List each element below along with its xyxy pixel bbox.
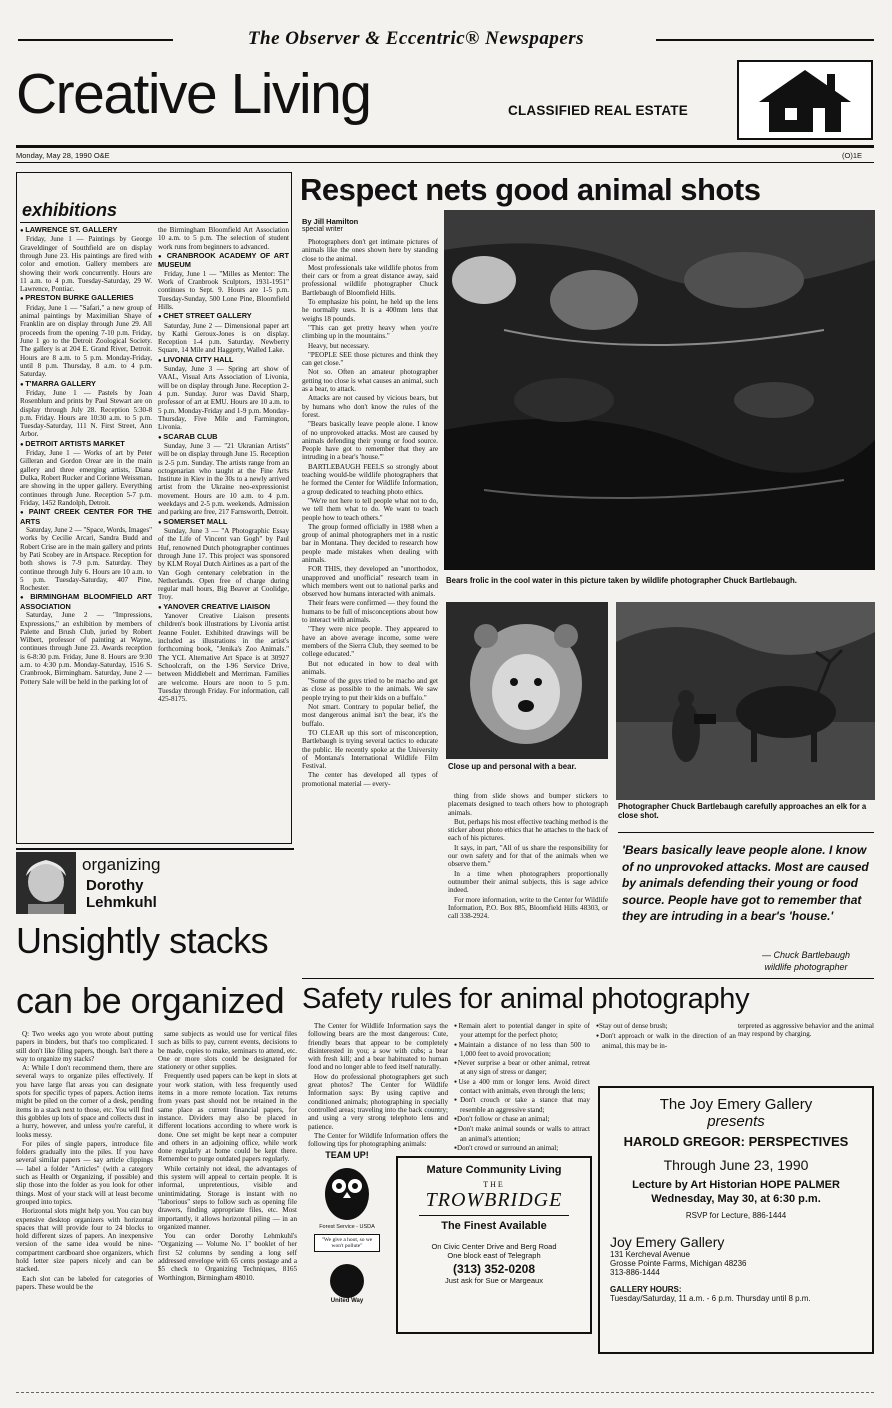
- united-way-label: United Way: [330, 1298, 364, 1304]
- byline: By Jill Hamilton: [302, 217, 359, 226]
- exhibition-venue: ● CHET STREET GALLERY: [158, 312, 289, 321]
- article-paragraph: Frequently used papers can be kept in slots at your work station, with less frequently used items in a more remote location. Tax returns from years past should not be retained in the same place as current financial papers, for instance. Dividers may also be placed in different locations according to where work is done. One set might be kept near a computer and others in an adjoining office, while work done regularly at home could be kept there. Remember to purge outdated papers regularly.: [158, 1072, 297, 1164]
- exhibition-listing: [158, 252, 289, 311]
- trowbridge-ad: [396, 1156, 592, 1334]
- exhibition-listing: [158, 518, 289, 602]
- respect-headline: Respect nets good animal shots: [300, 172, 761, 207]
- exhibition-venue: ● PRESTON BURKE GALLERIES: [20, 294, 152, 303]
- exhibitions-column-1: [20, 226, 152, 841]
- trowbridge-location-1: On Civic Center Drive and Berg Road: [431, 1242, 557, 1251]
- safety-rule: ● Maintain a distance of no less than 500 to 1,000 feet to avoid provocation;: [454, 1041, 590, 1059]
- safety-rule: ● Don't follow or chase an animal;: [454, 1115, 590, 1124]
- safety-rules-continued: terpreted as aggressive behavior and the animal may respond by charging.: [738, 1022, 874, 1039]
- exhibition-venue: ● LAWRENCE ST. GALLERY: [20, 226, 152, 235]
- exhibition-listing: [20, 508, 152, 592]
- exhibition-venue: ● SOMERSET MALL: [158, 518, 289, 527]
- article-paragraph: Heavy, but necessary.: [308, 341, 370, 350]
- article-paragraph: To emphasize his point, he held up the lens he normally uses. It is a 400mm lens that weighs 18 pounds.: [302, 298, 438, 323]
- exhibition-listing: [158, 603, 289, 704]
- safety-rule: ● Don't crouch or take a stance that may resemble an aggressive stand;: [454, 1096, 590, 1114]
- exhibition-description: Yanover Creative Liaison presents children's book illustrations by Livonia artist Jeanne Foulet. Exhibited drawings will be included as illustrations in the artist's forthcoming book, "Jenika's Zoo Animals." The YCL Alternative Art Space is at 30927 Schoolcraft, on the I-96 Service Drive, between Middlebelt and Merriman. Families are welcome. Hours are noon to 5 p.m. Tuesday through Friday. For information, call 425-8175.: [158, 612, 289, 704]
- article-paragraph: BARTLEBAUGH FEELS so strongly about teaching would-be wildlife photographers that he formed the Center for Wildlife Information, a group dedicated to teaching photo ethics.: [302, 462, 438, 496]
- byline-role: special writer: [302, 226, 343, 233]
- exhibition-description: Friday, June 1 — "Milles as Mentor: The Work of Cranbrook Sculptors, 1931-1951" continues to Sept. 9. Hours are 1-5 p.m. Tuesday-Sunday, 500 Lone Pine, Bloomfield Hills.: [158, 269, 289, 311]
- safety-rule: ● Remain alert to potential danger in spite of your attempt for the perfect photo;: [454, 1022, 590, 1040]
- bear-closeup-photo: [446, 602, 608, 759]
- article-paragraph: Photographers don't get intimate pictures of animals like the ones shown here by standing close to the animal.: [302, 238, 438, 263]
- article-paragraph: You can order Dorothy Lehmkuhl's "Organizing — Volume No. 1" booklet of her first 52 columns by sending a long self addressed envelope with 65 cents postage and a $5 check to Organizing Techniques, 8165 Worthington, Birmingham 48010.: [158, 1232, 297, 1282]
- paper-nameplate: The Observer & Eccentric® Newspapers: [247, 28, 585, 49]
- article-paragraph: Horizontal slots might help you. You can buy expensive desktop organizers with horizontal spaces that will provide four to 24 blocks to hold different sizes of papers. An inexpensive version of the same idea would be nine-compartment cardboard shoe organizers, which hold letter size papers nicely and can be stacked.: [16, 1207, 153, 1274]
- exhibition-venue: ● SCARAB CLUB: [158, 433, 289, 442]
- exhibition-description: Sunday, June 3 — "A Photographic Essay of the Life of Vincent van Gogh" by Paul Huf, renowned Dutch photographer continues through June 17. This project was sponsored by KLM Royal Dutch Airlines as a part of the Van Gogh centenary celebration in the Netherlands. Open free of charge during regular mall hours, Big Beaver at Coolidge, Troy.: [158, 527, 289, 602]
- exhibition-listing: [20, 593, 152, 685]
- organizing-tag: organizing: [82, 855, 161, 874]
- united-way-logo: [330, 1264, 364, 1298]
- gallery-lecture: Lecture by Art Historian HOPE PALMER: [632, 1179, 840, 1191]
- article-paragraph: While certainly not ideal, the advantages of this system will appeal to certain people. It is informal, unpretentious, visible and unintimidating. Storage is instant with no "laborious" steps to follow such as opening file drawers, finding appropriate files, etc. Most importantly, it allows horizontal piling — in an organized manner.: [158, 1164, 297, 1231]
- safety-rule: ● Don't make animal sounds or walls to attract an animal's attention;: [454, 1125, 590, 1143]
- trowbridge-tagline: The Finest Available: [441, 1220, 547, 1232]
- article-paragraph: Not so. Often an amateur photographer getting too close is what causes an animal, such as a bear, to attack.: [302, 368, 438, 394]
- teamup-ad: [314, 1150, 380, 1360]
- article-paragraph: But, perhaps his most effective teaching method is the sticker about photo ethics that he attaches to the back of each of his pictures.: [448, 817, 608, 843]
- bears-photo: [444, 210, 875, 570]
- exhibition-listing: [158, 312, 289, 355]
- exhibition-description: Saturday, June 2 — "Space, Words, Images" works by Cecilie Arcari, Sandra Budd and Robert Crise are in the main gallery and prints by Pati Scobey are in Artspace. Reception for both shows is 7-9 p.m. Saturday. They continue through July 6. Hours are 10 a.m. to 5 p.m. Tuesday-Saturday, 407 Pine, Rochester.: [20, 526, 152, 593]
- exhibition-listing: [20, 440, 152, 507]
- section-title: Creative Living: [16, 62, 371, 126]
- exhibition-venue: ● T'MARRA GALLERY: [20, 380, 152, 389]
- gallery-phone: 313-886-1444: [610, 1268, 660, 1277]
- safety-rules-1: [454, 1022, 590, 1172]
- gallery-hours-label: GALLERY HOURS:: [610, 1285, 682, 1294]
- bear-closeup-caption: Close up and personal with a bear.: [448, 762, 577, 771]
- exhibition-description: Friday, June 1 — Paintings by George Graveldinger of Southfield are on display through June 23. His paintings are fired with color and emotion. Gallery members are showing their work concurrently. Hours are 11 a.m. to 4 p.m. Tuesday-Saturday, 29 W. Lawrence, Pontiac.: [20, 235, 152, 294]
- trowbridge-phone: (313) 352-0208: [452, 1262, 536, 1276]
- article-paragraph: "This can get pretty heavy when you're climbing up in the mountains.": [302, 323, 438, 341]
- article-paragraph: The group formed officially in 1988 when a group of animal photographers met in a rustic bar in Montana. They decided to research how people made mistakes when dealing with animals.: [302, 522, 438, 564]
- exhibition-venue: ● CRANBROOK ACADEMY OF ART MUSEUM: [158, 252, 289, 270]
- article-paragraph: TO CLEAR up this sort of misconception, Bartlebaugh is trying several tactics to educate the public. He recently spoke at the University of Montana's International Wildlife Film Festival.: [302, 728, 438, 771]
- exhibition-venue: ● LIVONIA CITY HALL: [158, 356, 289, 365]
- teamup-agency: Forest Service - USDA: [319, 1224, 375, 1230]
- article-paragraph: In a time when photographers proportionally outnumber their animal subjects, this is sage advice indeed.: [448, 869, 608, 895]
- gallery-dates: Through June 23, 1990: [663, 1157, 809, 1173]
- article-paragraph: thing from slide shows and bumper stickers to placemats designed to teach others how to photograph animals.: [448, 792, 608, 817]
- article-paragraph: Most professionals take wildlife photos from their cars or from a great distance away, said professional wildlife photographer Chuck Bartlebaugh of Bloomfield Hills.: [302, 263, 438, 297]
- pull-quote-attribution: — Chuck Bartlebaugh: [761, 950, 851, 960]
- author-portrait: [16, 852, 76, 914]
- gallery-rsvp: RSVP for Lecture, 886-1444: [685, 1211, 787, 1220]
- safety-rule: ● Don't crowd or surround an animal;: [454, 1144, 590, 1153]
- exhibition-description: Friday, June 1 — "Safari," a new group of animal paintings by Maximilian Shaye of Franklin are on display through June 29. All proceeds from the opening 7-10 p.m. Friday, June 1 go to the Detroit Zoological Society. The gallery is at 204 E. Grand River, Detroit. Hours are 8 a.m. to 5 p.m. Monday-Friday, until 8 p.m. Thursday, 8 a.m. to 4 p.m. Saturday.: [20, 303, 152, 379]
- safety-rule: ● Use a 400 mm or longer lens. Avoid direct contact with animals, even through the lens;: [454, 1078, 590, 1096]
- article-paragraph: The Center for Wildlife Information says the following bears are the most dangerous: Cute, friendly bears that appear to be completely disinterested in you; a sow with cubs; a bear with fresh kill; and a bear habituated to human food and no longer able to feed itself naturally.: [308, 1022, 448, 1072]
- article-paragraph: The center has developed all types of promotional material — every-: [302, 771, 438, 788]
- article-paragraph: "Bears basically leave people alone. I know of no unprovoked attacks. Most are caused by animals defending their young or food source. People have got to remember that they are intruding in a bear's 'house.'": [302, 420, 438, 462]
- exhibition-listing: [20, 294, 152, 378]
- article-paragraph: Each slot can be labeled for categories of papers. These would be the: [16, 1274, 153, 1291]
- organizing-headline-1: Unsightly stacks: [16, 920, 269, 961]
- organizing-column-2: [158, 1030, 297, 1360]
- exhibition-venue: ● PAINT CREEK CENTER FOR THE ARTS: [20, 508, 152, 526]
- gallery-presents: presents: [707, 1113, 765, 1130]
- article-paragraph: For more information, write to the Center for Wildlife Information, P.O. Box 885, Bloomfield Hills 48303, or call 338-2924.: [448, 895, 608, 921]
- page-code: (O)1E: [842, 151, 863, 160]
- respect-column-1: [302, 238, 438, 840]
- elk-photo: [616, 602, 875, 800]
- author-last-name: Lehmkuhl: [86, 894, 157, 911]
- trowbridge-name: TROWBRIDGE: [425, 1189, 563, 1211]
- article-paragraph: "Some of the guys tried to be macho and get as close as possible to the animals. We saw people trying to put their kids on a buffalo.": [302, 677, 438, 702]
- article-paragraph: A: While I don't recommend them, there are several ways to organize piles effectively. If you have large flat areas you can designate spots for specific types of papers. Action items might be piled on the corner of a desk, pending items in a stack next to those, etc. You will find this gobbles up lots of space and collects dust in a hurry, however, and unless you're careful, it looks messy.: [16, 1064, 153, 1139]
- article-paragraph: "They were nice people. They appeared to have an above average income, some were members of the Sierra Club, they seemed to be college educated.": [302, 625, 438, 659]
- article-paragraph: "PEOPLE SEE those pictures and think they can get close.": [302, 350, 438, 368]
- exhibition-venue: ● DETROIT ARTISTS MARKET: [20, 440, 152, 449]
- owl-mascot-icon: [314, 1160, 380, 1222]
- classified-label: CLASSIFIED REAL ESTATE: [508, 103, 688, 118]
- article-paragraph: For piles of single papers, introduce file folders gradually into the piles. If you have several similar papers — say article clippings — label a folder "Articles" (with a category such as Health or Organizing, if possible) and slip those into the folder as you look for other things. Most of your stack will at least become grouped into topics.: [16, 1139, 153, 1206]
- safety-rule: ● Don't approach or walk in the direction of an animal, this may be in-: [596, 1032, 736, 1050]
- safety-rules-2: [596, 1022, 736, 1066]
- safety-headline: Safety rules for animal photography: [302, 983, 750, 1015]
- exhibitions-column-2: [158, 226, 289, 841]
- trowbridge-ask: Just ask for Sue or Margeaux: [445, 1276, 543, 1285]
- safety-intro: [308, 1022, 448, 1150]
- exhibition-listing: [20, 226, 152, 293]
- gallery-ad: [598, 1086, 874, 1354]
- exhibition-venue: ● BIRMINGHAM BLOOMFIELD ART ASSOCIATION: [20, 593, 152, 611]
- article-paragraph: same subjects as would use for vertical files such as bills to pay, current events, decisions to be made, copies to make, seminars to attend, etc. One or more slots could be designated for stationery or other supplies.: [158, 1030, 297, 1072]
- exhibition-description: Friday, June 1 — Pastels by Joan Rosenblum and prints by Paul Stewart are on display through July 28. Reception 5:30-8 p.m. Friday. Hours are 10:30 a.m. to 5 p.m. Tuesday-Saturday, 111 N. First Street, Ann Arbor.: [20, 388, 152, 439]
- trowbridge-header: Mature Community Living: [426, 1164, 562, 1176]
- gallery-show: HAROLD GREGOR: PERSPECTIVES: [623, 1134, 849, 1149]
- gallery-name-2: Joy Emery Gallery: [610, 1234, 725, 1250]
- trowbridge-the: THE: [483, 1180, 505, 1189]
- exhibition-listing: [158, 356, 289, 432]
- gallery-address-2: Grosse Pointe Farms, Michigan 48236: [610, 1259, 747, 1268]
- gallery-hours: Tuesday/Saturday, 11 a.m. - 6 p.m. Thursday until 8 p.m.: [610, 1294, 811, 1303]
- pull-quote-role: wildlife photographer: [764, 962, 848, 972]
- article-paragraph: Q: Two weeks ago you wrote about putting papers in binders, but that's too complicated. I still don't like filing papers, though. Isn't there a way to organize my stacks?: [16, 1030, 153, 1063]
- article-paragraph: The Center for Wildlife Information offers the following tips for photographing animals:: [308, 1131, 448, 1149]
- page-bottom-rule: [16, 1392, 874, 1393]
- gallery-address-1: 131 Kercheval Avenue: [610, 1250, 690, 1259]
- gallery-lecture-time: Wednesday, May 30, at 6:30 p.m.: [651, 1193, 821, 1205]
- pull-quote: 'Bears basically leave people alone. I know of no unprovoked attacks. Most are caused by animals defending their young or food source. People have got to remember that they are intruding in a bear's 'house.': [622, 843, 869, 923]
- article-paragraph: FOR THIS, they developed an "unorthodox, unapproved and unofficial" research team in which members went out to national parks and observed how humans interacted with animals.: [302, 565, 438, 599]
- article-paragraph: It says, in part, "All of us share the responsibility for our own safety and for that of the animals when we observe them.": [448, 843, 608, 869]
- article-paragraph: "We're not here to tell people what not to do, we tell them what to do. We want to teach people how to teach others.": [302, 496, 438, 522]
- exhibition-description: Saturday, June 2 — "Impressions, Expressions," an exhibition by members of Palette and Brush Club, juried by Robert Wilbert, professor of painting at Wayne, continues through June 23. Awards reception is 6-8:30 p.m. Friday, June 8. Hours are 9:30 a.m. to 4:30 p.m. Monday-Saturday, 1516 S. Cranbrook, Birmingham. Saturday, June 2 — Pottery Sale will be held in the parking lot of: [20, 611, 152, 686]
- house-icon: [737, 60, 873, 140]
- exhibition-description: Sunday, June 3 — "21 Ukranian Artists" will be on display through June 15. Reception is 2-5 p.m. Sunday. The artists range from an octogenarian who taught at the Fine Arts Institute in Kiev in the 30s to a newly arrived artist from the Ukraine neo-expressionist movement. Hours are 10 a.m. to 4 p.m. weekdays and 2-5 p.m. weekends. Admission and parking are free, 217 Farnsworth, Detroit.: [158, 441, 289, 517]
- teamup-motto: "We give a hoot, so we won't pollute": [314, 1234, 380, 1252]
- exhibition-description: the Birmingham Bloomfield Art Association 10 a.m. to 5 p.m. The selection of student work runs from beginners to advanced.: [158, 226, 289, 251]
- exhibition-description: Sunday, June 3 — Spring art show of VAAL, Visual Arts Association of Livonia, will be on display through June. Reception 2-4 p.m. Sunday. Juror was David Sharp, professor of art at EMU. Hours are 10 a.m. to 5 p.m. Monday-Friday and 1-9 p.m. Monday-Thursday, Five Mile and Farmington, Livonia.: [158, 365, 289, 432]
- safety-rule: ● Stay out of dense brush;: [596, 1022, 736, 1031]
- exhibition-listing: [20, 380, 152, 439]
- teamup-title: TEAM UP!: [325, 1150, 369, 1160]
- author-first-name: Dorothy: [86, 877, 144, 894]
- trowbridge-location-2: One block east of Telegraph: [447, 1251, 541, 1260]
- organizing-column-1: [16, 1030, 153, 1360]
- exhibition-description: Saturday, June 2 — Dimensional paper art by Kathi Geroux-Jones is on display. Reception 1-4 p.m. Saturday. Newberry Square, 14 Mile and Haggerty, Walled Lake.: [158, 321, 289, 355]
- article-paragraph: Attacks are not caused by vicious bears, but by humans who don't know the rules of the forest.: [302, 394, 438, 419]
- safety-rule: ● Never surprise a bear or other animal, retreat at any sign of stress or danger;: [454, 1059, 590, 1077]
- article-paragraph: Their fears were confirmed — they found the humans to be full of misconceptions about how to interact with animals.: [302, 599, 438, 625]
- gallery-name: The Joy Emery Gallery: [659, 1096, 813, 1113]
- article-paragraph: But not educated in how to deal with animals.: [302, 659, 438, 676]
- bears-caption: Bears frolic in the cool water in this picture taken by wildlife photographer Chuck Bartlebaugh.: [446, 576, 797, 585]
- exhibition-description: Friday, June 1 — Works of art by Peter Gilleran and Gordon Orear are in the main gallery and three emerging artists, Diana Dulka, Robert Rucker and Corinne Weissman, are showing in the upper gallery. Everything continues through June. Reception 5-7 p.m. Friday, 1452 Randolph, Detroit.: [20, 449, 152, 507]
- exhibitions-heading: exhibitions: [22, 200, 118, 220]
- article-paragraph: Not smart. Contrary to popular belief, the most dangerous animal isn't the bear, it's the buffalo.: [302, 703, 438, 728]
- respect-column-2: [448, 792, 608, 942]
- exhibition-listing: [158, 226, 289, 251]
- exhibition-listing: [158, 433, 289, 517]
- dateline: Monday, May 28, 1990 O&E: [16, 151, 110, 160]
- elk-caption: Photographer Chuck Bartlebaugh carefully approaches an elk for a close shot.: [618, 802, 867, 821]
- article-paragraph: How do professional photographers get such great photos? The Center for Wildlife Information says: By using captive and conditioned animals; photographing in specially controlled areas; traveling into the back country; and using a very strong telephoto lens and patience.: [308, 1072, 448, 1131]
- organizing-headline-2: can be organized: [16, 980, 285, 1021]
- exhibition-venue: ● YANOVER CREATIVE LIAISON: [158, 603, 289, 612]
